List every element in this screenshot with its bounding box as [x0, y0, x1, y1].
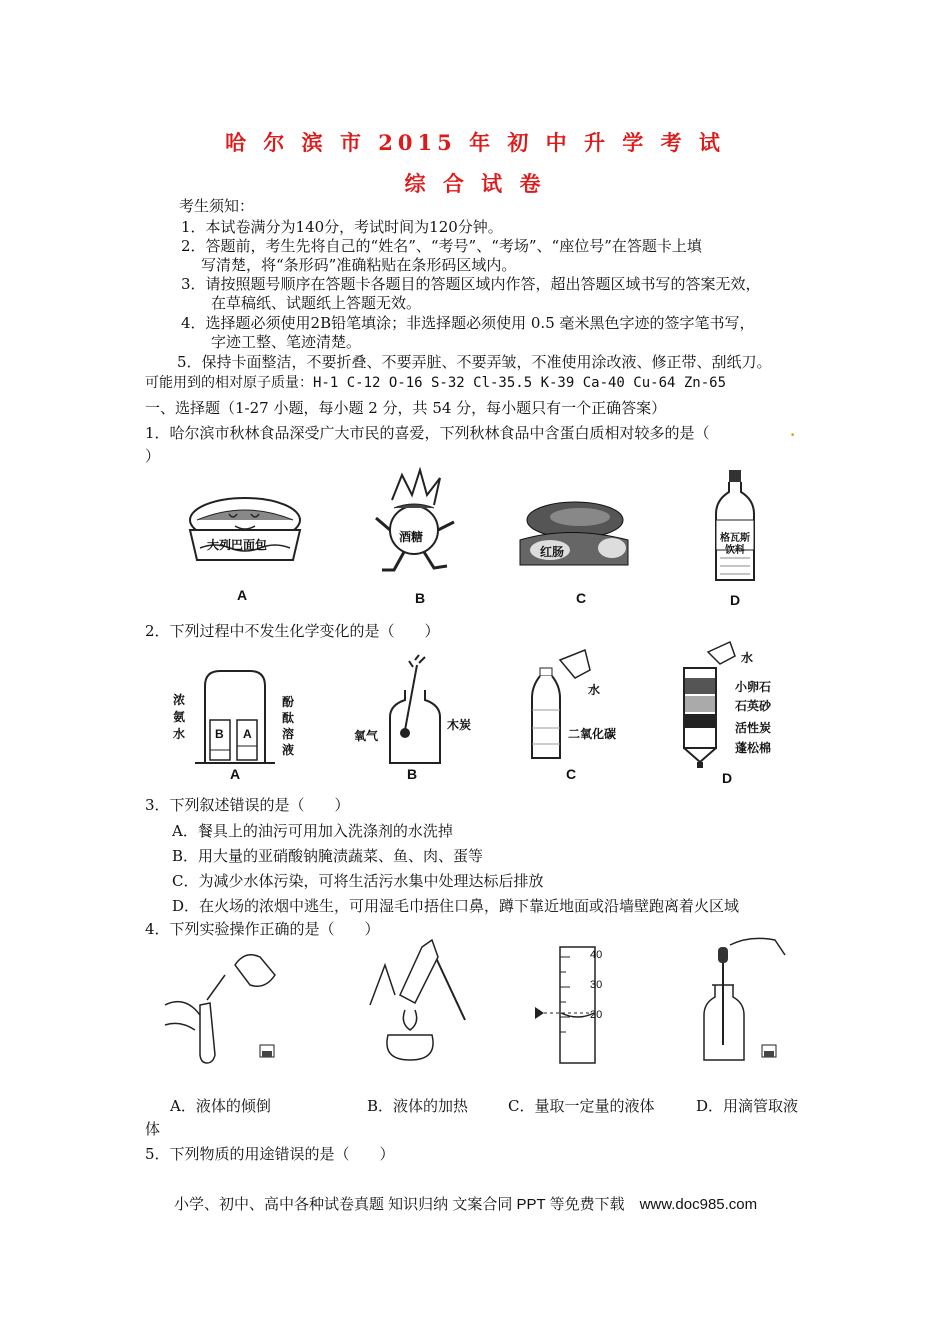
sausage-text: 红肠: [540, 545, 565, 559]
phenol-char: 溶: [282, 727, 295, 741]
q1-stem: 1．哈尔滨市秋林食品深受广大市民的喜爱，下列秋林食品中含蛋白质相对较多的是（: [145, 424, 710, 442]
bread-image: [185, 490, 305, 570]
q4-stem: 4．下列实验操作正确的是（ ）: [145, 920, 380, 938]
scale-20: 20: [590, 1009, 603, 1021]
cotton-label: 蓬松棉: [735, 741, 772, 755]
q2-label-b: B: [407, 766, 418, 782]
candy-text: 酒糖: [399, 530, 424, 544]
q2-stem: 2．下列过程中不发生化学变化的是（ ）: [145, 622, 440, 640]
dropper-diagram: [700, 935, 790, 1065]
q2-label-c: C: [566, 766, 577, 782]
notice-item-4-cont: 字迹工整、笔迹清楚。: [211, 333, 362, 351]
bell-jar-diagram: [195, 668, 275, 766]
q4-option-d: D．用滴管取液: [696, 1097, 799, 1115]
notice-item-3: 3．请按照题号顺序在答题卡各题目的答题区域内作答，超出答题区域书写的答案无效，: [181, 275, 761, 293]
q1-label-a: A: [237, 587, 248, 603]
notice-item-5: 5．保持卡面整洁，不要折叠、不要弄脏、不要弄皱，不准使用涂改液、修正带、刮纸刀。: [177, 353, 772, 371]
scale-30: 30: [590, 979, 603, 991]
q5-stem: 5．下列物质的用途错误的是（ ）: [145, 1145, 395, 1163]
co2-bottle-diagram: [530, 650, 590, 760]
pouring-diagram: [165, 945, 290, 1065]
oxygen-label: 氧气: [354, 729, 379, 743]
phenolphthalein-label: [282, 694, 296, 758]
charcoal-label: 木炭: [447, 718, 472, 732]
q1-label-b: B: [415, 590, 426, 606]
heating-diagram: [360, 935, 470, 1065]
q2-label-d: D: [722, 770, 733, 786]
ammonia-char: 氨: [173, 710, 186, 724]
notice-item-3-cont: 在草稿纸、试题纸上答题无效。: [211, 294, 422, 312]
q1-dot: .: [790, 422, 796, 440]
atomic-masses: 可能用到的相对原子质量：H-1 C-12 O-16 S-32 Cl-35.5 K-39 Ca-40 Cu-64 Zn-65: [145, 375, 727, 391]
page-footer: 小学、初中、高中各种试卷真题 知识归纳 文案合同 PPT 等免费下载 www.doc985.com: [174, 1196, 758, 1213]
sausage-image: [520, 490, 635, 570]
q3-option-b: B．用大量的亚硝酸钠腌渍蔬菜、鱼、肉、蛋等: [172, 847, 484, 865]
ammonia-char: 浓: [173, 693, 186, 707]
exam-title: 哈 尔 滨 市 2015 年 初 中 升 学 考 试: [225, 130, 725, 155]
graduated-cylinder-diagram: [530, 945, 610, 1065]
pebble-label: 小卵石: [735, 680, 772, 694]
q3-option-c: C．为减少水体污染，可将生活污水集中处理达标后排放: [172, 872, 544, 890]
q1-label-c: C: [576, 590, 587, 606]
oxygen-bottle-diagram: [385, 655, 445, 767]
drink-bottle-image: [712, 468, 758, 586]
activated-carbon-label: 活性炭: [735, 721, 772, 735]
notice-item-2: 2．答题前，考生先将自己的“姓名”、“考号”、“考场”、“座位号”在答题卡上填: [181, 237, 702, 255]
q4-option-d-cont: 体: [145, 1120, 161, 1138]
phenol-char: 酞: [282, 711, 295, 725]
ammonia-label: [173, 692, 187, 743]
water-label-c: 水: [588, 683, 601, 697]
q3-option-a: A．餐具上的油污可用加入洗涤剂的水洗掉: [172, 822, 453, 840]
exam-subtitle: 综 合 试 卷: [404, 171, 546, 196]
q4-option-c: C．量取一定量的液体: [508, 1097, 655, 1115]
candy-mascot-image: [372, 470, 462, 580]
notice-item-4: 4．选择题必须使用2B铅笔填涂；非选择题必须使用 0.5 毫米黑色字迹的签字笔书写，: [181, 314, 755, 332]
a-beaker-b-label: B: [215, 727, 224, 741]
a-beaker-a-label: A: [243, 727, 252, 741]
q1-stem-cont: ）: [145, 447, 161, 465]
q1-label-d: D: [730, 592, 741, 608]
notice-heading: 考生须知：: [179, 197, 255, 215]
scale-40: 40: [590, 949, 603, 961]
notice-item-1: 1．本试卷满分为140分，考试时间为120分钟。: [181, 218, 503, 236]
q3-stem: 3．下列叙述错误的是（ ）: [145, 796, 350, 814]
water-filter-diagram: [680, 640, 740, 770]
phenol-char: 液: [282, 743, 295, 757]
ammonia-char: 水: [173, 727, 186, 741]
section-heading: 一、选择题（1-27 小题，每小题 2 分，共 54 分，每小题只有一个正确答案）: [145, 399, 667, 417]
quartz-sand-label: 石英砂: [735, 699, 772, 713]
notice-item-2-cont: 写清楚，将“条形码”准确粘贴在条形码区域内。: [201, 256, 517, 274]
filter-water-label: 水: [741, 651, 754, 665]
drink-text: 格瓦斯饮料: [720, 533, 750, 556]
q4-option-a: A．液体的倾倒: [170, 1097, 271, 1115]
bread-text: 大列巴面包: [207, 538, 268, 552]
co2-label: 二氧化碳: [568, 727, 617, 741]
q4-option-b: B．液体的加热: [367, 1097, 469, 1115]
q2-label-a: A: [230, 766, 241, 782]
phenol-char: 酚: [282, 695, 295, 709]
q3-option-d: D．在火场的浓烟中逃生，可用湿毛巾捂住口鼻，蹲下靠近地面或沿墙壁跑离着火区域: [172, 897, 740, 915]
